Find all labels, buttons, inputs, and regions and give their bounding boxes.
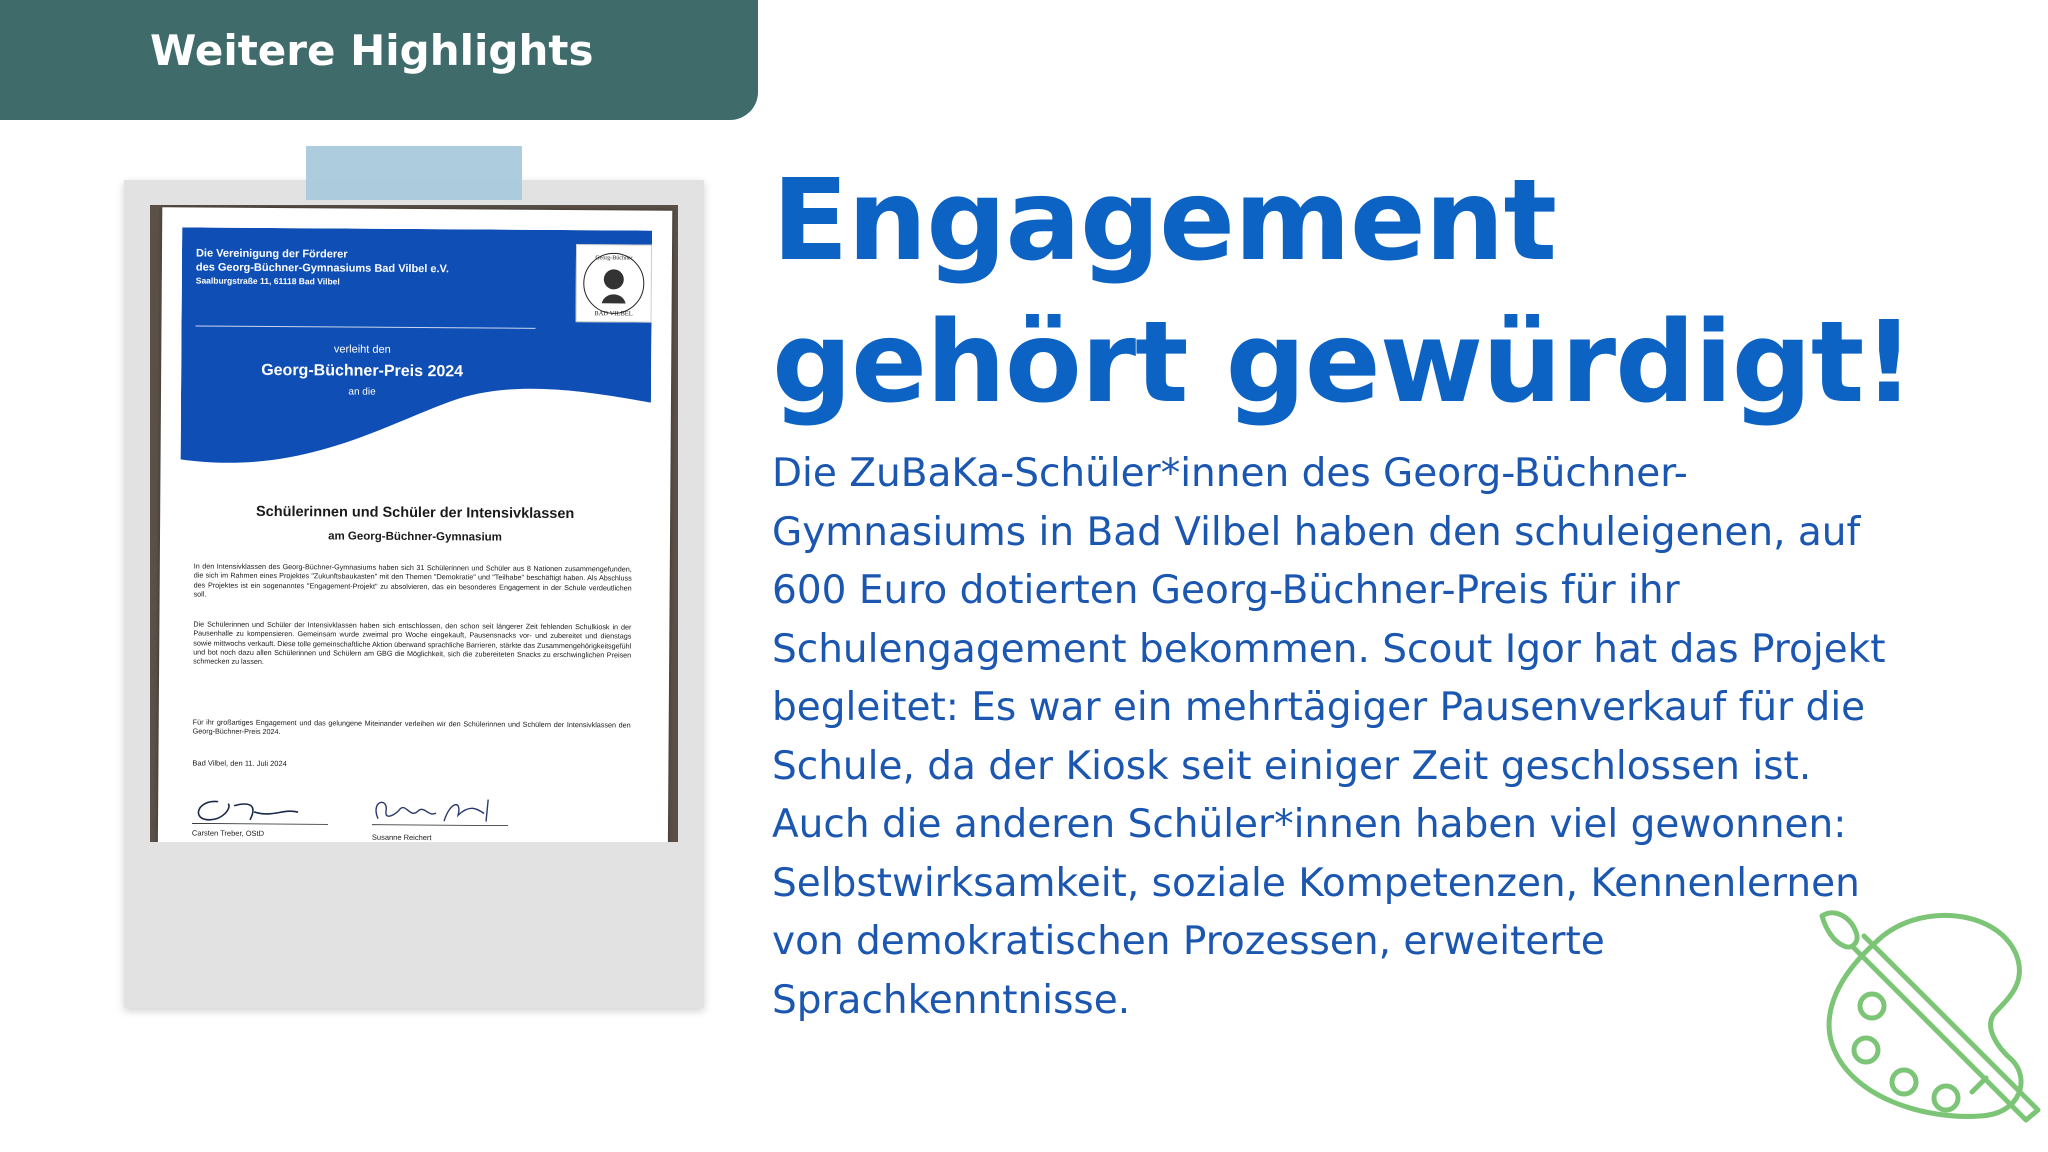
- body-line: Schulengagement bekommen. Scout Igor hat das Projekt: [772, 626, 1886, 672]
- cert-prize-title: Georg-Büchner-Preis 2024: [261, 361, 464, 381]
- cert-recipient: Schülerinnen und Schüler der Intensivklassen: [255, 503, 575, 523]
- body-line: begleitet: Es war ein mehrtägiger Pausenverkauf für die: [772, 685, 1866, 730]
- paint-palette-icon: [1816, 902, 2046, 1132]
- body-line: Auch die anderen Schüler*innen haben viel gewonnen:: [772, 802, 1847, 847]
- body-line: von demokratischen Prozessen, erweiterte: [772, 919, 1605, 964]
- signature-1: [188, 793, 338, 830]
- cert-paragraph-2: Die Schülerinnen und Schüler der Intensivklassen haben sich entschlossen, den schon seit längerer Zeit fehlenden Schulkiosk in der Pausenhalle zu kompensieren. Gemeinsam wurde zweimal pro Woche eingekauft, Pausensnacks vor- und zubereitet und dienstags sowie mittwochs verkauft. Diese tolle gemeinschaftliche Aktion überwand sprachliche Barrieren, stärkte das Zusammengehörigkeitsgefühl und bot noch dazu allen Schülerinnen und Schülern am GBG die Möglichkeit, sich die zubereiteten Snacks zu erschwinglichen Preisen schmecken zu lassen.: [193, 619, 632, 667]
- certificate-document: [158, 207, 673, 842]
- school-seal-icon: [577, 245, 652, 322]
- cert-paragraph-3: Für ihr großartiges Engagement und das gelungene Miteinander verleihen wir den Schülerinnen und Schülern der Intensivklassen den Georg-Büchner-Preis 2024.: [192, 717, 631, 737]
- body-line: Gymnasiums in Bad Vilbel haben den schuleigenen, auf: [772, 509, 1861, 555]
- headline-line-1: Engagement: [772, 156, 1557, 286]
- section-tab-label: Weitere Highlights: [150, 26, 594, 75]
- svg-text:Georg-Büchner: Georg-Büchner: [595, 255, 633, 262]
- cert-signer-2: Susanne Reichert: [371, 832, 432, 842]
- headline: [772, 150, 2012, 434]
- body-line: Die ZuBaKa-Schüler*innen des Georg-Büchner-: [772, 451, 1688, 496]
- certificate-photo: [150, 205, 678, 842]
- body-line: Sprachkenntnisse.: [772, 977, 1131, 1023]
- cert-an-die: an die: [348, 386, 376, 398]
- tape-strip: [306, 146, 522, 200]
- school-logo: [576, 244, 653, 323]
- signature-2: [366, 791, 516, 832]
- body-line: Selbstwirksamkeit, soziale Kompetenzen, Kennenlernen: [772, 860, 1860, 906]
- cert-org-line2: des Georg-Büchner-Gymnasiums Bad Vilbel e.V.: [195, 261, 450, 276]
- cert-paragraph-1: In den Intensivklassen des Georg-Büchner-Gymnasiums haben sich 31 Schülerinnen und Schüler aus 8 Nationen zusammengefunden, die sich im Rahmen eines Projektes "Zukunftsbaukasten" mit den Themen "Demokratie" und "Teilhabe" beschäftigt haben. Als Abschluss des Projektes ist ein sogenanntes "Engagement-Projekt" zu absolvieren, das ein besonderes Engagement in der Schule verdeutlichen soll.: [193, 561, 632, 599]
- cert-verleiht: verleiht den: [333, 343, 391, 356]
- cert-address: Saalburgstraße 11, 61118 Bad Vilbel: [195, 275, 340, 287]
- cert-signer-1: Carsten Treber, OStD: [191, 828, 265, 838]
- section-tab: [0, 0, 758, 120]
- body-line: 600 Euro dotierten Georg-Büchner-Preis für ihr: [772, 568, 1680, 613]
- cert-org-line1: Die Vereinigung der Förderer: [195, 247, 348, 261]
- headline-line-2: gehört gewürdigt!: [772, 298, 1914, 428]
- cert-date: Bad Vilbel, den 11. Juli 2024: [192, 758, 287, 769]
- svg-text:BAD VILBEL: BAD VILBEL: [594, 310, 633, 318]
- certificate-banner: [180, 227, 652, 492]
- body-line: Schule, da der Kiosk seit einiger Zeit geschlossen ist.: [772, 743, 1812, 789]
- cert-school: am Georg-Büchner-Gymnasium: [328, 530, 502, 544]
- body-paragraph: [772, 445, 1972, 1030]
